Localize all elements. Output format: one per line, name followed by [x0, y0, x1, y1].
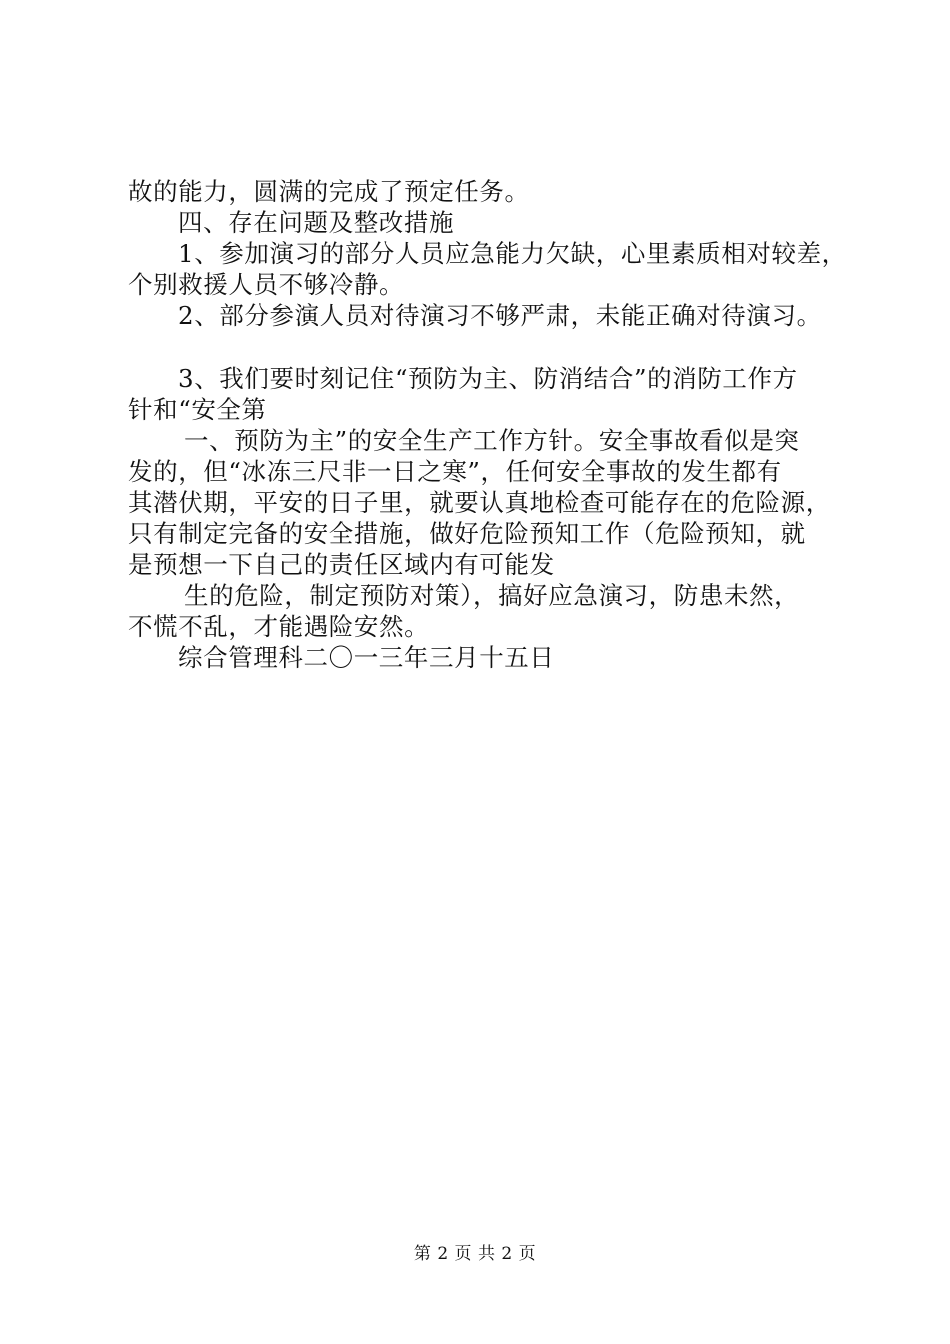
text-line: 不慌不乱，才能遇险安然。 [128, 612, 430, 641]
text-line: 1、参加演习的部分人员应急能力欠缺，心里素质相对较差， [178, 239, 847, 268]
text-line: 故的能力，圆满的完成了预定任务。 [128, 177, 530, 206]
text-line: 是预想一下自己的责任区域内有可能发 [128, 550, 555, 579]
text-line: 一、预防为主”的安全生产工作方针。安全事故看似是突 [184, 426, 800, 455]
text-line: 生的危险，制定预防对策），搞好应急演习，防患未然， [184, 581, 800, 610]
section-heading: 四、存在问题及整改措施 [178, 208, 455, 237]
text-line: 只有制定完备的安全措施，做好危险预知工作（危险预知，就 [128, 519, 806, 548]
text-line: 个别救援人员不够冷静。 [128, 270, 405, 299]
signature-line: 综合管理科二〇一三年三月十五日 [178, 643, 555, 672]
text-line: 其潜伏期，平安的日子里，就要认真地检查可能存在的危险源， [128, 488, 831, 517]
text-line: 针和“安全第 [128, 395, 267, 424]
text-line: 发的，但“冰冻三尺非一日之寒”，任何安全事故的发生都有 [128, 457, 782, 486]
text-line: 2、部分参演人员对待演习不够严肃，未能正确对待演习。 [178, 301, 822, 330]
text-line: 3、我们要时刻记住“预防为主、防消结合”的消防工作方 [178, 364, 798, 393]
page-number-footer: 第 2 页 共 2 页 [413, 1244, 537, 1264]
